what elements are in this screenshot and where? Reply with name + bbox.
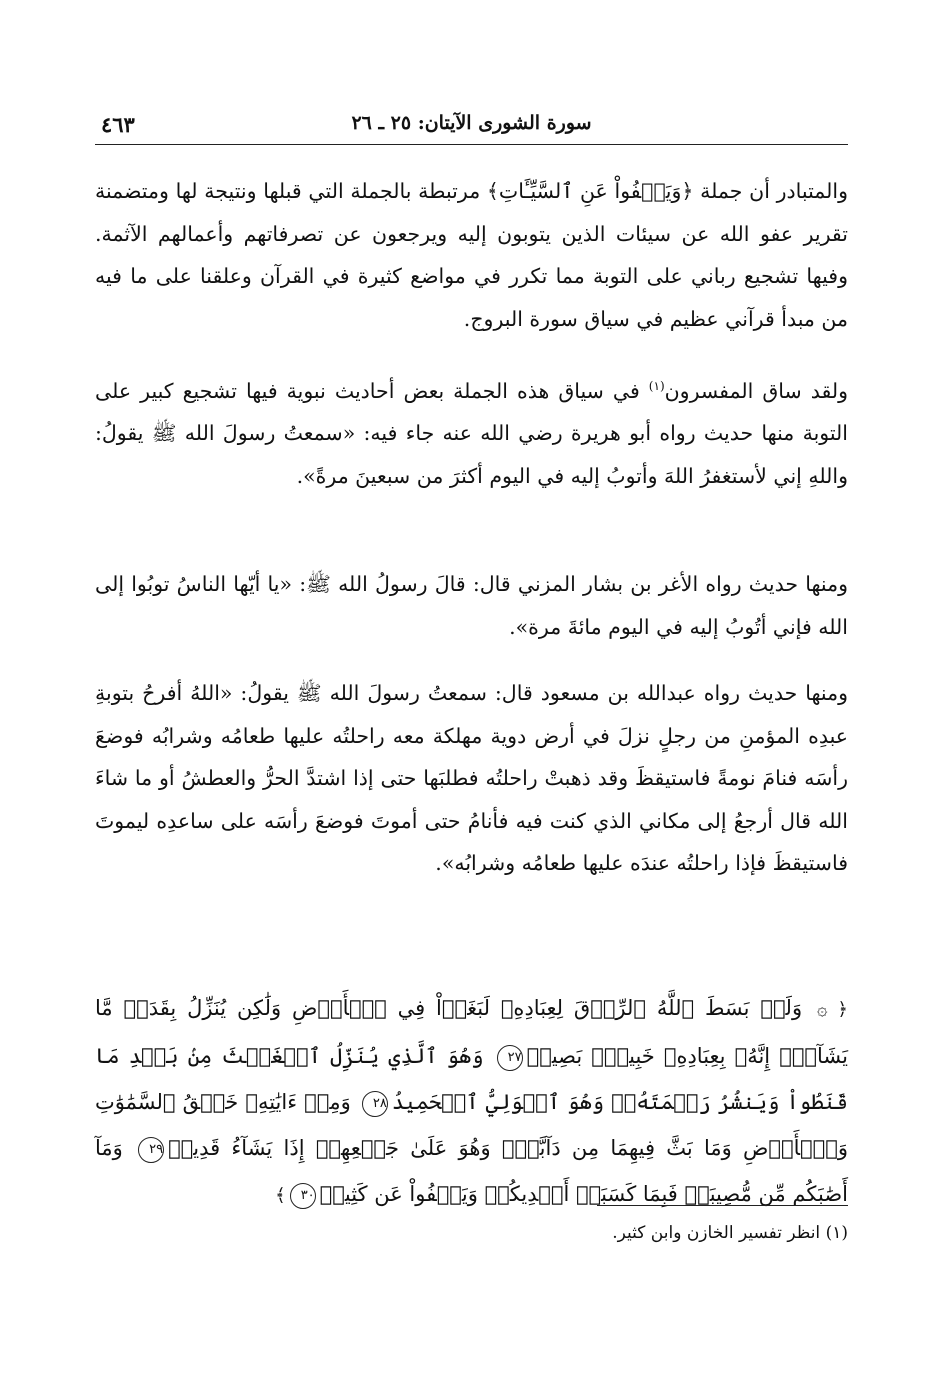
ayah-number-marker: ٢٨ (362, 1091, 388, 1117)
ayah-number-marker: ٢٧ (497, 1045, 523, 1071)
running-title: سورة الشورى الآيتان: ٢٥ ـ ٢٦ (351, 112, 592, 134)
page-header (95, 108, 848, 145)
paragraph (95, 365, 848, 497)
footnote-text: انظر تفسير الخازن وابن كثير. (612, 1223, 821, 1243)
verse-text: وَمَآ أَصَٰبَكُم مِّن مُّصِيبَةٖ فَبِمَا كَسَبَتۡ أَيۡدِيكُمۡ وَيَعۡفُواْ عَن كَثِيرٖ (95, 1136, 848, 1206)
verse-text: وَلَوۡ بَسَطَ ٱللَّهُ ٱلرِّزۡقَ لِعِبَادِهِۦ لَبَغَوۡاْ فِي ٱلۡأَرۡضِ وَلَٰكِن يُنَزِّلُ بِقَدَرٖ مَّا يَشَآءُۚ إِنَّهُۥ بِعِبَادِهِۦ خَبِيرُۢ بَصِيرٞ (95, 996, 849, 1068)
page-number: ٤٦٣ (101, 112, 135, 137)
paragraph-text: في سياق هذه الجملة بعض أحاديث نبوية فيها تشجيع كبير على التوبة منها حديث رواه أبو هريرة رضي الله عنه جاء فيه: «سمعتُ رسولَ الله ﷺ يقولُ: واللهِ إني لأستغفرُ اللهَ وأتوبُ إليه في اليوم أكثرَ من سبعينَ مرةً». (95, 378, 848, 488)
footnote (95, 1218, 848, 1248)
paragraph-text: ولقد ساق المفسرون (664, 378, 848, 403)
ayah-number-marker: ٣٠ (290, 1183, 316, 1209)
verse-open-ornament: ﴿ ۞ (816, 999, 848, 1020)
quran-verses (95, 985, 848, 1219)
paragraph: والمتبادر أن جملة ﴿وَيَعۡفُواْ عَنِ ٱلسَّيِّـَٔاتِ﴾ مرتبطة بالجملة التي قبلها ونتيجة لها ومتضمنة تقرير عفو الله عن سيئات الذين يتوبون إليه ويرجعون عن تصرفاتهم وأعمالهم الآثمة. وفيها تشجيع رباني على التوبة مما تكرر في مواضع كثيرة في القرآن وعلقنا على ما فيه من مبدأ قرآني عظيم في سياق سورة البروج. (95, 179, 848, 331)
footnote-reference[interactable]: (١) (648, 379, 665, 393)
verse-text: وَمِنۡ ءَايَٰتِهِۦ خَلۡقُ ٱلسَّمَٰوَٰتِ وَٱلۡأَرۡضِ وَمَا بَثَّ فِيهِمَا مِن دَآبَّةٖۚ وَهُوَ عَلَىٰ جَمۡعِهِمۡ إِذَا يَشَآءُ قَدِيرٞ (95, 1090, 848, 1160)
ayah-number-marker: ٢٩ (138, 1137, 164, 1163)
footnote-divider (597, 1205, 848, 1206)
verse-text: وَهُوَ ٱلَّذِي يُنَزِّلُ ٱلۡغَيۡثَ مِنۢ بَعۡدِ مَا قَنَطُواْ وَيَنشُرُ رَحۡمَتَهُۥۚ وَهُوَ ٱلۡوَلِيُّ ٱلۡحَمِيدُ (95, 1044, 848, 1114)
paragraph: ومنها حديث رواه عبدالله بن مسعود قال: سمعتُ رسولَ الله ﷺ يقولُ: «اللهُ أفرحُ بتوبةِ عبدِه المؤمنِ من رجلٍ نزلَ في أرض دوية مهلكة معه راحلتُه عليها طعامُه وشرابُه فوضعَ رأسَه فنامَ نومةً فاستيقظَ وقد ذهبتْ راحلتُه فطلبَها حتى إذا اشتدَّ الحرُّ والعطشُ أو ما شاءَ الله قال أرجعُ إلى مكاني الذي كنت فيه فأنامُ حتى أموتَ فوضعَ رأسَه على ساعدِه ليموتَ فاستيقظَ فإذا راحلتُه عندَه عليها طعامُه وشرابُه». (95, 681, 848, 875)
footnote-marker: (١) (825, 1223, 848, 1243)
paragraph: ومنها حديث رواه الأغر بن بشار المزني قال: قالَ رسولُ الله ﷺ: «يا أيّها الناسُ توبُوا إلى الله فإني أتُوبُ إليه في اليوم مائةَ مرة». (95, 572, 848, 639)
verse-close-ornament: ﴾ (275, 1185, 286, 1206)
